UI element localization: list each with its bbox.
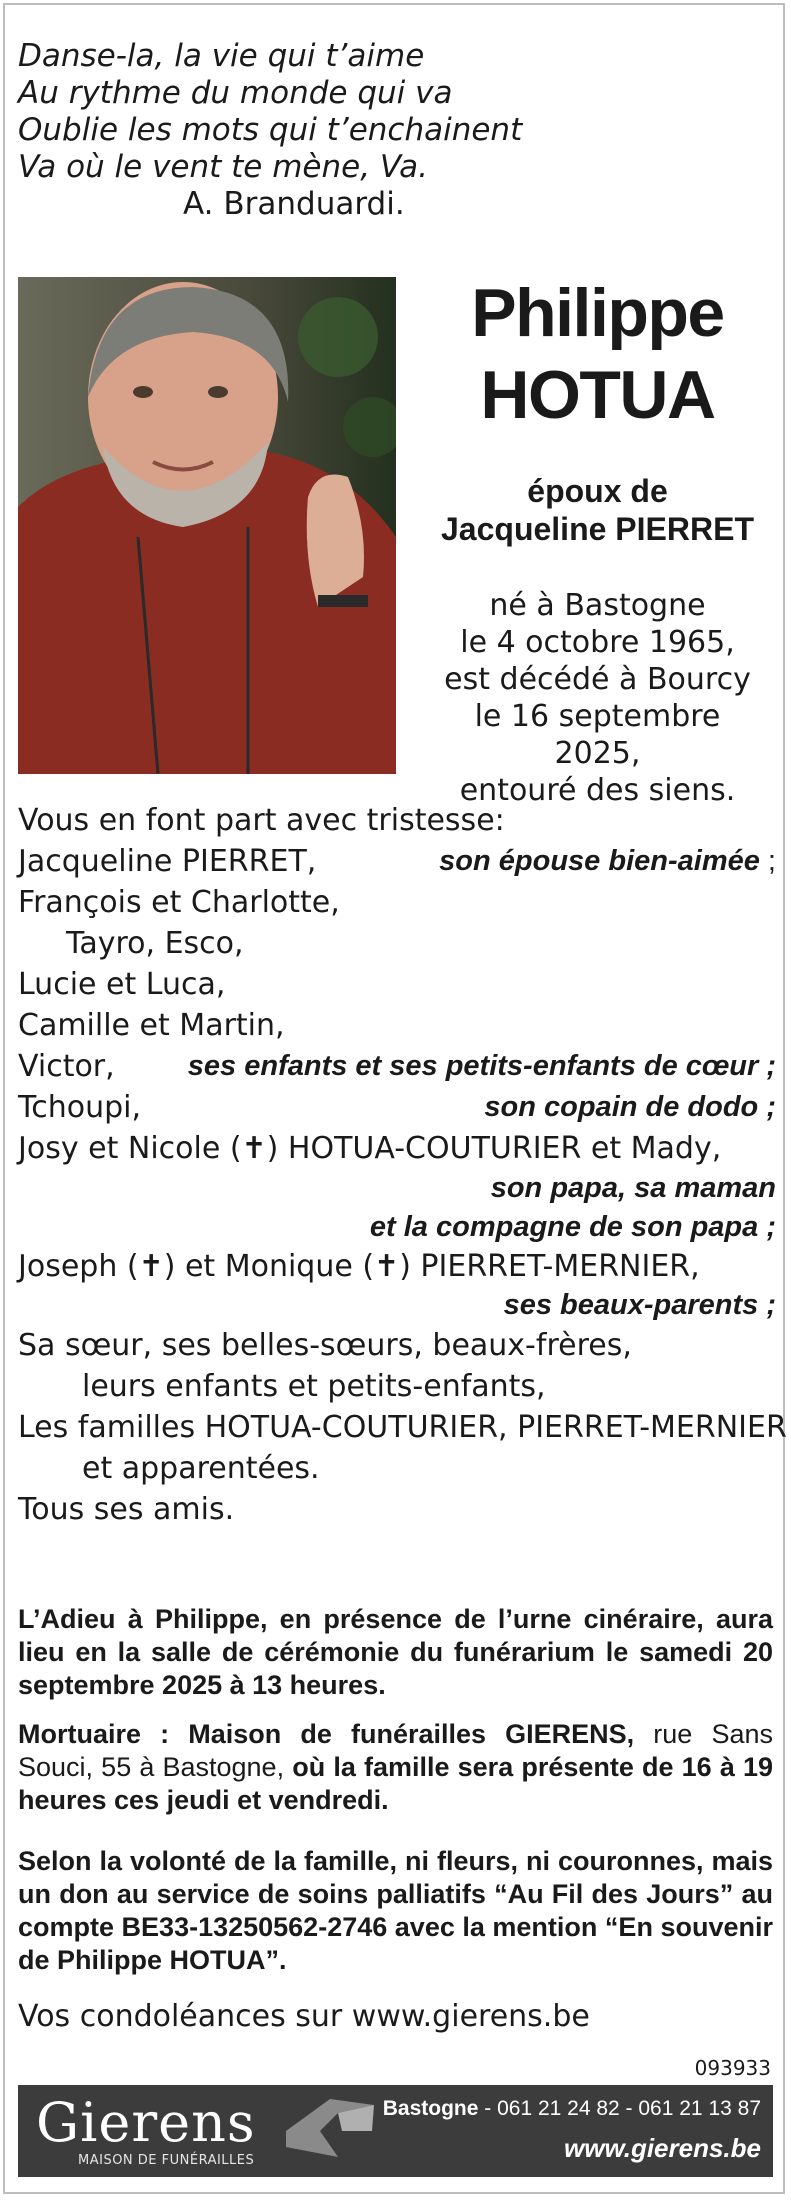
- wish-paragraph: Selon la volonté de la famille, ni fleurs, ni couronnes, mais un don au service de soins palliatifs “Au Fil des Jours” au compte BE33-13250562-2746 avec la mention “En souvenir de Philippe HOTUA”.: [18, 1846, 773, 1975]
- death-line: entouré des siens.: [459, 773, 736, 808]
- relation-label: et la compagne de son papa ;: [369, 1211, 776, 1243]
- poem-line: Oublie les mots qui t’enchainent: [18, 112, 523, 148]
- reference-number: 093933: [694, 2056, 771, 2080]
- last-name: HOTUA: [480, 357, 715, 433]
- farewell-paragraph: L’Adieu à Philippe, en présence de l’urne cinéraire, aura lieu en la salle de cérémonie du funérarium le samedi 20 septembre 2025 à 13 heures.: [18, 1604, 773, 1700]
- poem-author: A. Branduardi.: [183, 186, 405, 222]
- poem-line: Va où le vent te mène, Va.: [18, 149, 429, 185]
- spouse-name: Jacqueline PIERRET: [441, 511, 754, 547]
- death-line: le 16 septembre 2025,: [474, 699, 721, 771]
- family-row: [18, 1169, 776, 1208]
- spouse-info: [430, 472, 765, 548]
- relation-label: son papa, sa maman: [490, 1172, 776, 1204]
- relation-label: ses beaux-parents ;: [503, 1289, 776, 1321]
- birth-line: le 4 octobre 1965,: [460, 625, 735, 660]
- family-row: Tayro, Esco,: [66, 926, 244, 961]
- family-row: [18, 1286, 776, 1325]
- mortuary-address: rue Sans Souci, 55 à Bastogne,: [18, 1719, 773, 1782]
- poem: [18, 38, 522, 223]
- funeral-home-tagline: MAISON DE FUNÉRAILLES: [78, 2153, 255, 2168]
- condolences-text: Vos condoléances sur www.gierens.be: [18, 1999, 590, 2034]
- first-name: Philippe: [471, 275, 724, 351]
- mortuary-paragraph: [18, 1718, 773, 1817]
- deceased-name: [430, 272, 765, 436]
- relation-label: son copain de dodo ;: [484, 1091, 776, 1123]
- visit-hours: où la famille sera présente de 16 à 19 heures ces jeudi et vendredi.: [18, 1752, 774, 1815]
- birth-death-info: [430, 587, 765, 809]
- family-row: Tous ses amis.: [18, 1492, 235, 1527]
- family-intro: Vous en font part avec tristesse:: [18, 803, 505, 838]
- death-line: est décédé à Bourcy: [444, 662, 751, 697]
- family-row: Camille et Martin,: [18, 1008, 285, 1043]
- family-row: leurs enfants et petits-enfants,: [82, 1369, 546, 1404]
- family-row: Lucie et Luca,: [18, 967, 226, 1002]
- portrait-photo: [18, 277, 396, 774]
- family-row: Sa sœur, ses belles-sœurs, beaux-frères,: [18, 1328, 632, 1363]
- relation-label: ses enfants et ses petits-enfants de cœur ;: [187, 1050, 776, 1082]
- family-row: Victor, ses enfants et ses petits-enfants de cœur ;: [18, 1046, 776, 1087]
- funeral-home-footer: [18, 2085, 773, 2177]
- family-row: Jacqueline PIERRET, son épouse bien-aimée ;: [18, 844, 776, 879]
- mortuary-label: Mortuaire : Maison de funérailles GIERENS,: [18, 1719, 635, 1749]
- family-row: Les familles HOTUA-COUTURIER, PIERRET-MERNIER: [18, 1410, 787, 1445]
- contact-phones: [383, 2097, 761, 2121]
- family-row: Tchoupi, son copain de dodo ;: [18, 1087, 776, 1128]
- phone-numbers: - 061 21 24 82 - 061 21 13 87: [478, 2097, 761, 2120]
- poem-line: Danse-la, la vie qui t’aime: [18, 38, 425, 74]
- family-row: Joseph (✝) et Monique (✝) PIERRET-MERNIER,: [18, 1249, 700, 1284]
- poem-line: Au rythme du monde qui va: [18, 75, 453, 111]
- spouse-line: époux de: [527, 473, 668, 509]
- logo-emblem-icon: [280, 2095, 380, 2167]
- funeral-home-website[interactable]: www.gierens.be: [564, 2133, 761, 2163]
- family-row: François et Charlotte,: [18, 885, 340, 920]
- family-list: [18, 800, 787, 1530]
- contact-city: Bastogne: [382, 2097, 479, 2120]
- family-row: Josy et Nicole (✝) HOTUA-COUTURIER et Mady,: [18, 1131, 722, 1166]
- relation-label: son épouse bien-aimée: [439, 845, 760, 877]
- birth-line: né à Bastogne: [489, 588, 706, 623]
- funeral-home-logo: Gierens: [36, 2091, 256, 2154]
- family-row: et apparentées.: [82, 1451, 320, 1486]
- family-row: [18, 1208, 776, 1247]
